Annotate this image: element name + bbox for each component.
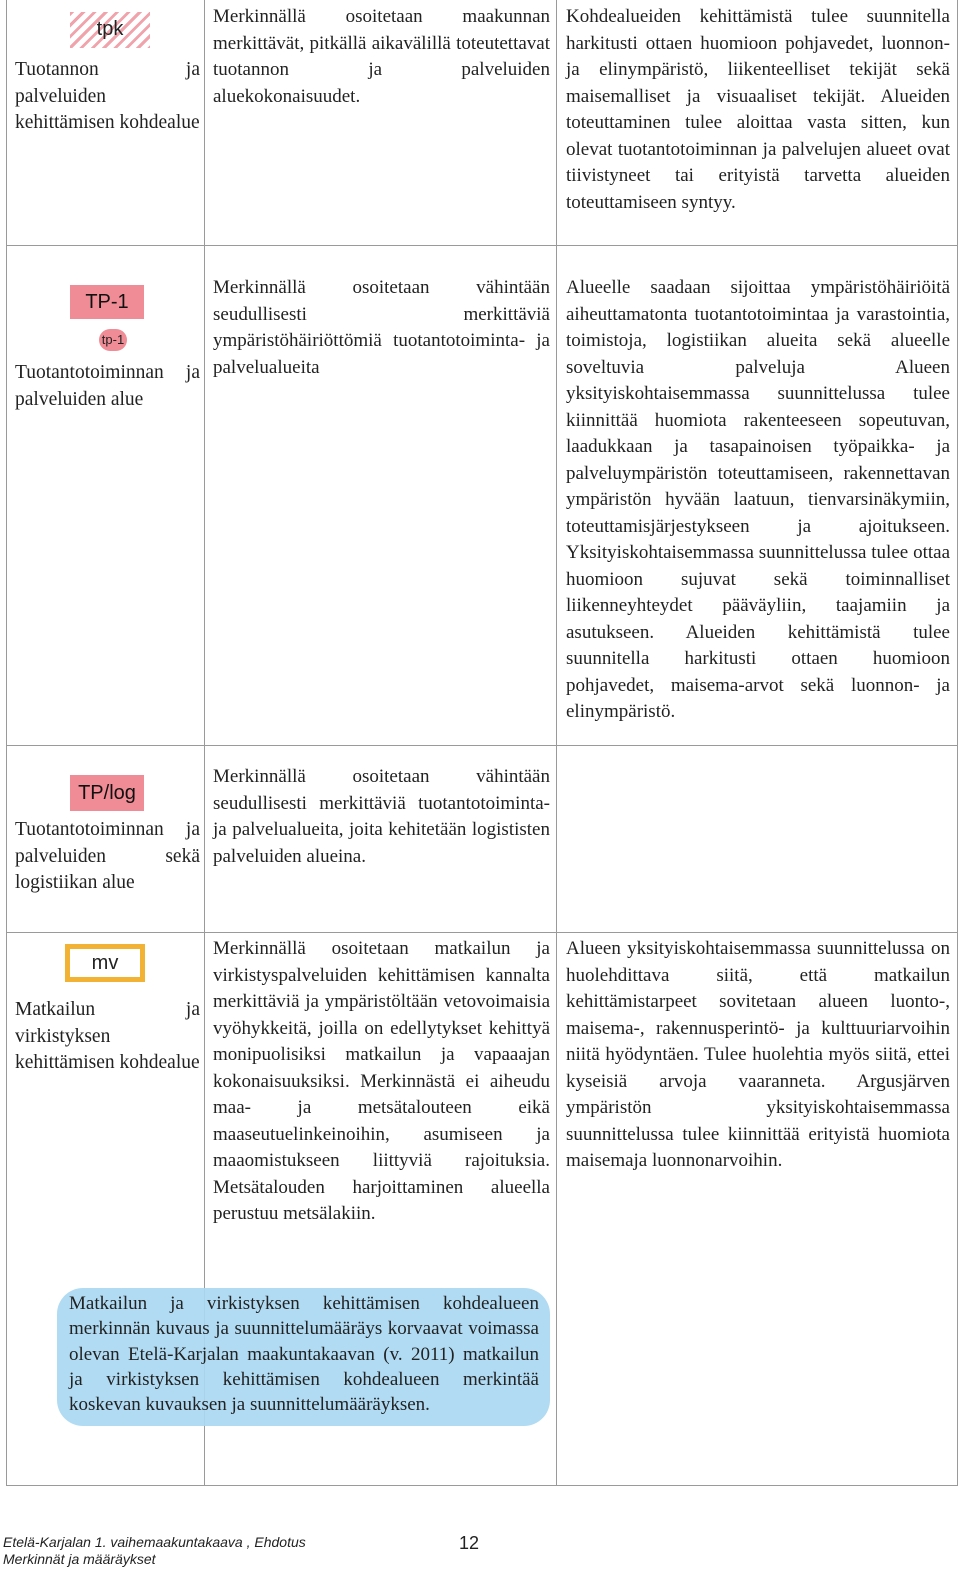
tpk-symbol-label: tpk — [96, 18, 124, 40]
footer-section-title: Merkinnät ja määräykset — [3, 1550, 156, 1567]
footer-plan-title: Etelä-Karjalan 1. vaihemaakuntakaava , Ehdotus — [3, 1534, 306, 1550]
tpk-description: Merkinnällä osoitetaan maakunnan merkittävät, pitkällä aikavälillä toteutettavat tuotannon ja palveluiden aluekokonaisuudet. — [213, 6, 550, 107]
tp1-description: Merkinnällä osoitetaan vähintään seudullisesti merkittäviä ympäristöhäiriöttömiä tuotantotoiminta- ja palvelualueita — [213, 277, 550, 378]
mv-symbol: mv — [65, 944, 145, 982]
tp1-regulation: Alueelle saadaan sijoittaa ympäristöhäiriöitä aiheuttamatonta tuotantotoimintaa ja varastointia, toimistoja, logistiikan alueita sekä alueelle soveltuvia palveluja Alueen yksityiskohtaisemmassa suunnittelussa tulee kiinnittää huomiota rakenteeseen sopeutuvan, laadukkaan ja tasapainoisen työpaikka- ja palveluympäristön toteuttamiseen, rakennettavan ympäristön hyvään laatuun, tienvarsinäkymiin, toteuttamisjärjestykseen ja ajoitukseen. Yksityiskohtaisemmassa suunnittelussa tulee ottaa huomioon sujuvat sekä toiminnalliset liikenneyhteydet pääväyliin, taajamiin ja asutukseen. Alueiden kehittämistä tulee suunnitella harkitusti ottaen huomioon pohjavedet, maisema-arvot sekä luonnon- ja elinympäristö. — [566, 277, 950, 722]
tplog-name: Tuotantotoiminnan ja palveluiden sekä logistiikan alue — [15, 819, 200, 893]
note-text: Matkailun ja virkistyksen kehittämisen kohdealueen merkinnän kuvaus ja suunnittelumääräys korvaavat voimassa olevan Etelä-Karjalan maakuntakaavan (v. 2011) matkailun ja virkistyksen kehittämisen kohdealueen merkintää koskevan kuvauksen ja suunnittelumääräyksen. — [69, 1293, 539, 1416]
footer — [3, 1534, 306, 1567]
mv-name: Matkailun ja virkistyksen kehittämisen kohdealue — [15, 999, 200, 1073]
tplog-description: Merkinnällä osoitetaan vähintään seudullisesti merkittäviä tuotantotoiminta- ja palvelualueita, joita kehitetään logististen palveluiden alueina. — [213, 766, 550, 867]
tpk-name: Tuotannon ja palveluiden kehittämisen kohdealue — [15, 59, 200, 133]
tp1-symbol: TP-1 — [70, 285, 144, 319]
tp1-small-symbol: tp-1 — [99, 329, 127, 351]
row-divider — [7, 245, 957, 246]
tplog-symbol: TP/log — [70, 775, 144, 811]
tpk-regulation: Kohdealueiden kehittämistä tulee suunnitella harkitusti ottaen huomioon pohjavedet, luonnon- ja elinympäristö, liikenteelliset tekijät sekä maisemalliset ja visuaaliset tekijät. Alueiden toteuttaminen tulee aloittaa vasta sitten, kun olevat tuotantotoiminnan ja palvelujen alueet ovat tiivistyneet tai erityistä tarvetta alueiden toteuttamiseen syntyy. — [566, 6, 950, 213]
row-divider — [7, 932, 957, 933]
mv-regulation: Alueen yksityiskohtaisemmassa suunnittelussa on huolehdittava siitä, että matkailun kehittämistarpeet sovitetaan alueen luonto-, maisema-, rakennusperintö- ja kulttuuriarvoihin niitä hyödyntäen. Tulee huolehtia myös siitä, ettei kyseisiä arvoja vaaranneta. Argusjärven ympäristön yksityiskohtaisemmassa suunnittelussa tulee kiinnittää erityistä huomiota maisemaja luonnonarvoihin. — [566, 938, 950, 1171]
tpk-hatched-symbol — [70, 12, 150, 48]
mv-description: Merkinnällä osoitetaan matkailun ja virkistyspalveluiden kehittämisen kannalta merkittäviä ja ympäristöltään vetovoimaisia vyöhykkeitä, joilla on edellytykset kehittyä monipuolisiksi matkailun ja vapaaajan kokonaisuuksiksi. Merkinnästä ei aiheudu maa- ja metsätalouteen eikä maaseutuelinkeinoihin, asumiseen ja maaomistukseen liittyviä rajoituksia. Metsätalouden harjoittaminen alueella perustuu metsälakiin. — [213, 938, 550, 1224]
column-divider — [204, 0, 205, 1486]
column-divider — [556, 0, 557, 1486]
row-divider — [7, 745, 957, 746]
legend-table — [6, 0, 958, 1486]
tp1-name: Tuotantotoiminnan ja palveluiden alue — [15, 362, 200, 410]
page-number: 12 — [459, 1533, 480, 1553]
